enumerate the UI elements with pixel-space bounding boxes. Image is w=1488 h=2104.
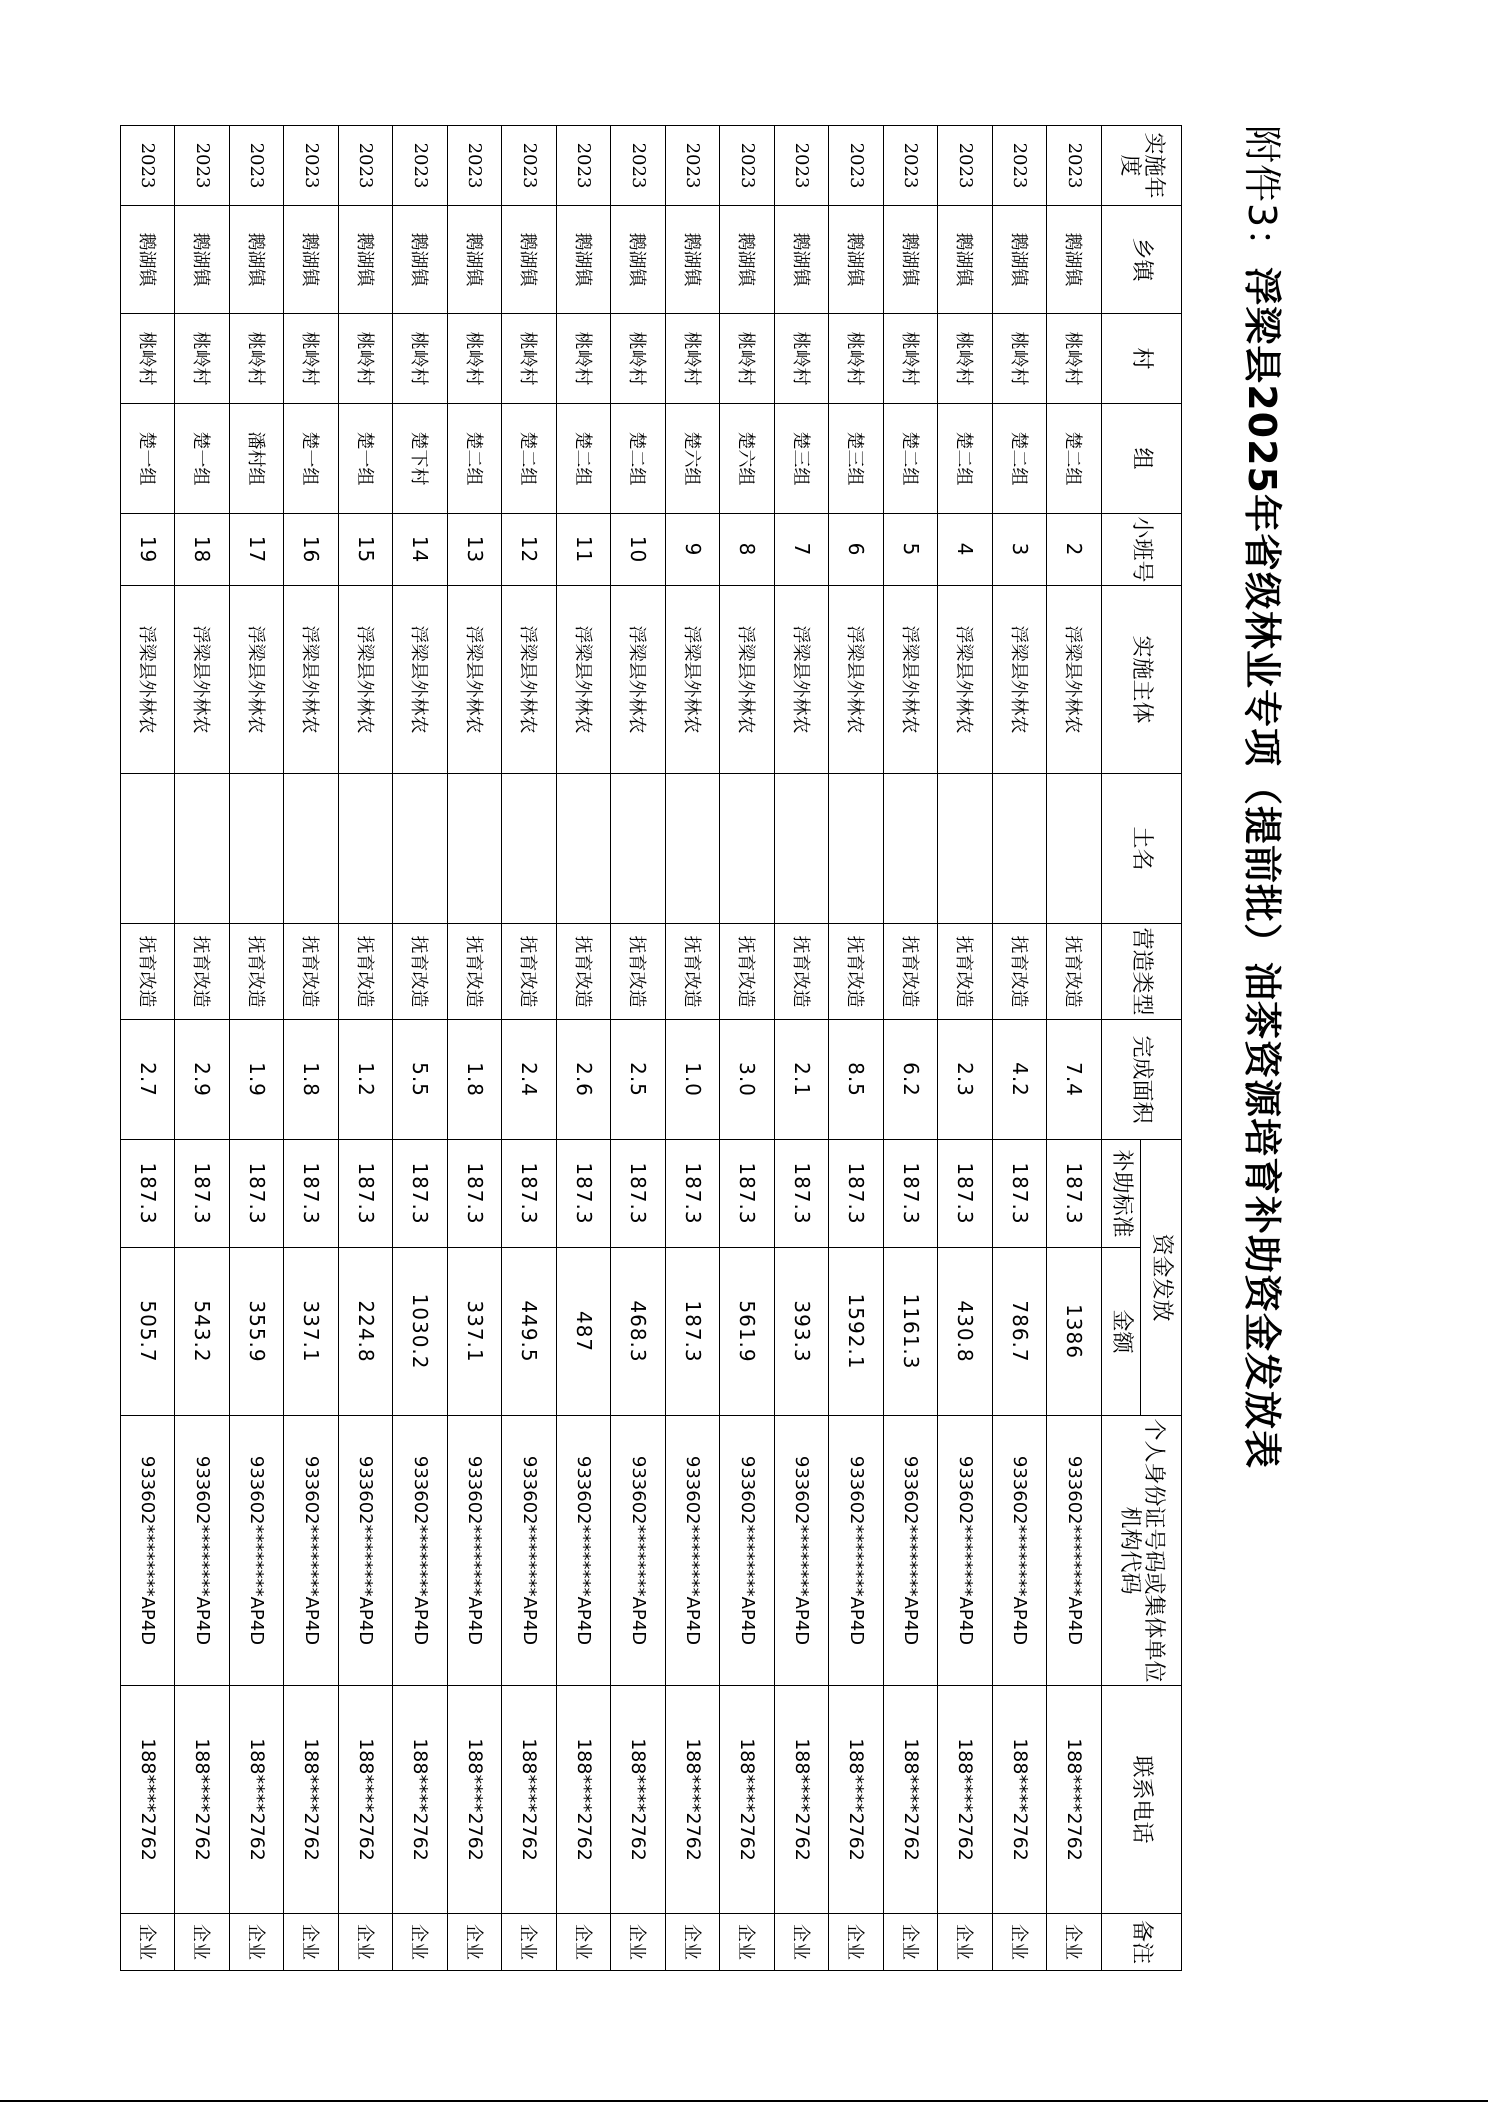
- cell-area: 1.0: [666, 1020, 721, 1140]
- table-row: [611, 126, 666, 1971]
- cell-group: 楚二组: [884, 404, 939, 514]
- cell-plot: 5: [884, 514, 939, 586]
- cell-local-name: [557, 774, 612, 924]
- cell-township: 鹅湖镇: [230, 206, 285, 314]
- cell-area: 8.5: [829, 1020, 884, 1140]
- cell-type: 抚育改造: [775, 924, 830, 1020]
- cell-group: 楚一组: [339, 404, 394, 514]
- cell-village: 桃岭村: [557, 314, 612, 404]
- cell-group: 楚六组: [720, 404, 775, 514]
- cell-type: 抚育改造: [393, 924, 448, 1020]
- cell-remark: 企业: [993, 1914, 1048, 1971]
- cell-amount: 224.8: [339, 1248, 394, 1416]
- cell-year: 2023: [121, 126, 176, 206]
- cell-remark: 企业: [938, 1914, 993, 1971]
- cell-township: 鹅湖镇: [448, 206, 503, 314]
- cell-amount: 786.7: [993, 1248, 1048, 1416]
- cell-village: 桃岭村: [1047, 314, 1102, 404]
- cell-remark: 企业: [121, 1914, 176, 1971]
- cell-remark: 企业: [393, 1914, 448, 1971]
- cell-entity: 浮梁县外林农: [884, 586, 939, 774]
- cell-standard: 187.3: [448, 1140, 503, 1248]
- cell-township: 鹅湖镇: [175, 206, 230, 314]
- cell-area: 2.7: [121, 1020, 176, 1140]
- cell-township: 鹅湖镇: [557, 206, 612, 314]
- cell-phone: 188****2762: [557, 1686, 612, 1914]
- table-row: [230, 126, 285, 1971]
- cell-year: 2023: [557, 126, 612, 206]
- cell-type: 抚育改造: [502, 924, 557, 1020]
- cell-id-code: 933602********AP4D: [121, 1416, 176, 1686]
- cell-local-name: [393, 774, 448, 924]
- table-row: [666, 126, 721, 1971]
- table-row: [284, 126, 339, 1971]
- cell-entity: 浮梁县外林农: [175, 586, 230, 774]
- cell-township: 鹅湖镇: [339, 206, 394, 314]
- cell-phone: 188****2762: [284, 1686, 339, 1914]
- cell-entity: 浮梁县外林农: [502, 586, 557, 774]
- cell-amount: 393.3: [775, 1248, 830, 1416]
- cell-entity: 浮梁县外林农: [393, 586, 448, 774]
- cell-remark: 企业: [502, 1914, 557, 1971]
- cell-plot: 15: [339, 514, 394, 586]
- cell-area: 2.1: [775, 1020, 830, 1140]
- header-group: 组: [1102, 404, 1182, 514]
- title-prefix: 附件3：: [1240, 125, 1284, 268]
- table-row: [1047, 126, 1102, 1971]
- cell-group: 楚下村: [393, 404, 448, 514]
- cell-year: 2023: [502, 126, 557, 206]
- cell-entity: 浮梁县外林农: [121, 586, 176, 774]
- cell-standard: 187.3: [284, 1140, 339, 1248]
- header-funding: 资金发放: [1141, 1140, 1182, 1416]
- cell-year: 2023: [230, 126, 285, 206]
- table-row: [829, 126, 884, 1971]
- table-row: [448, 126, 503, 1971]
- cell-group: 楚六组: [666, 404, 721, 514]
- cell-amount: 543.2: [175, 1248, 230, 1416]
- cell-id-code: 933602********AP4D: [284, 1416, 339, 1686]
- cell-type: 抚育改造: [666, 924, 721, 1020]
- header-type: 营造类型: [1102, 924, 1182, 1020]
- cell-township: 鹅湖镇: [611, 206, 666, 314]
- cell-standard: 187.3: [1047, 1140, 1102, 1248]
- cell-id-code: 933602********AP4D: [230, 1416, 285, 1686]
- cell-local-name: [720, 774, 775, 924]
- cell-remark: 企业: [1047, 1914, 1102, 1971]
- cell-id-code: 933602********AP4D: [557, 1416, 612, 1686]
- cell-phone: 188****2762: [666, 1686, 721, 1914]
- cell-area: 2.6: [557, 1020, 612, 1140]
- cell-plot: 13: [448, 514, 503, 586]
- cell-amount: 487: [557, 1248, 612, 1416]
- cell-phone: 188****2762: [938, 1686, 993, 1914]
- cell-area: 1.2: [339, 1020, 394, 1140]
- cell-village: 桃岭村: [339, 314, 394, 404]
- cell-township: 鹅湖镇: [775, 206, 830, 314]
- cell-year: 2023: [611, 126, 666, 206]
- cell-local-name: [339, 774, 394, 924]
- cell-id-code: 933602********AP4D: [938, 1416, 993, 1686]
- table-body: [121, 126, 1102, 1971]
- cell-plot: 2: [1047, 514, 1102, 586]
- header-remark: 备注: [1102, 1914, 1182, 1971]
- cell-township: 鹅湖镇: [666, 206, 721, 314]
- cell-type: 抚育改造: [175, 924, 230, 1020]
- header-village: 村: [1102, 314, 1182, 404]
- cell-standard: 187.3: [938, 1140, 993, 1248]
- cell-standard: 187.3: [611, 1140, 666, 1248]
- cell-type: 抚育改造: [339, 924, 394, 1020]
- cell-type: 抚育改造: [1047, 924, 1102, 1020]
- cell-group: 楚二组: [502, 404, 557, 514]
- cell-plot: 4: [938, 514, 993, 586]
- cell-village: 桃岭村: [284, 314, 339, 404]
- subsidy-table-wrap: [120, 125, 1182, 1970]
- header-id-code: 个人身份证号码或集体单位机构代码: [1102, 1416, 1182, 1686]
- cell-remark: 企业: [339, 1914, 394, 1971]
- cell-standard: 187.3: [884, 1140, 939, 1248]
- cell-village: 桃岭村: [775, 314, 830, 404]
- cell-standard: 187.3: [121, 1140, 176, 1248]
- cell-entity: 浮梁县外林农: [829, 586, 884, 774]
- cell-amount: 561.9: [720, 1248, 775, 1416]
- cell-plot: 9: [666, 514, 721, 586]
- cell-local-name: [611, 774, 666, 924]
- cell-local-name: [1047, 774, 1102, 924]
- cell-plot: 10: [611, 514, 666, 586]
- cell-entity: 浮梁县外林农: [993, 586, 1048, 774]
- document-title: [1212, 125, 1312, 1970]
- cell-village: 桃岭村: [611, 314, 666, 404]
- cell-standard: 187.3: [230, 1140, 285, 1248]
- header-township: 乡镇: [1102, 206, 1182, 314]
- cell-area: 3.0: [720, 1020, 775, 1140]
- header-plot: 小班号: [1102, 514, 1182, 586]
- cell-id-code: 933602********AP4D: [993, 1416, 1048, 1686]
- cell-remark: 企业: [884, 1914, 939, 1971]
- cell-type: 抚育改造: [938, 924, 993, 1020]
- cell-group: 楚二组: [557, 404, 612, 514]
- cell-area: 2.3: [938, 1020, 993, 1140]
- cell-area: 6.2: [884, 1020, 939, 1140]
- cell-remark: 企业: [557, 1914, 612, 1971]
- cell-plot: 11: [557, 514, 612, 586]
- cell-phone: 188****2762: [393, 1686, 448, 1914]
- cell-standard: 187.3: [775, 1140, 830, 1248]
- cell-standard: 187.3: [175, 1140, 230, 1248]
- cell-entity: 浮梁县外林农: [611, 586, 666, 774]
- cell-area: 1.8: [448, 1020, 503, 1140]
- cell-amount: 1030.2: [393, 1248, 448, 1416]
- table-row: [121, 126, 176, 1971]
- cell-entity: 浮梁县外林农: [720, 586, 775, 774]
- cell-year: 2023: [993, 126, 1048, 206]
- cell-area: 5.5: [393, 1020, 448, 1140]
- table-header-row: [1141, 126, 1182, 1971]
- cell-remark: 企业: [230, 1914, 285, 1971]
- cell-township: 鹅湖镇: [938, 206, 993, 314]
- cell-type: 抚育改造: [557, 924, 612, 1020]
- cell-township: 鹅湖镇: [393, 206, 448, 314]
- cell-entity: 浮梁县外林农: [666, 586, 721, 774]
- cell-plot: 16: [284, 514, 339, 586]
- cell-village: 桃岭村: [502, 314, 557, 404]
- cell-type: 抚育改造: [884, 924, 939, 1020]
- cell-phone: 188****2762: [611, 1686, 666, 1914]
- cell-township: 鹅湖镇: [720, 206, 775, 314]
- header-year: 实施年度: [1102, 126, 1182, 206]
- table-row: [720, 126, 775, 1971]
- cell-village: 桃岭村: [993, 314, 1048, 404]
- subsidy-table: [120, 125, 1182, 1971]
- cell-group: 楚三组: [775, 404, 830, 514]
- cell-group: 楚二组: [1047, 404, 1102, 514]
- cell-standard: 187.3: [720, 1140, 775, 1248]
- cell-area: 4.2: [993, 1020, 1048, 1140]
- cell-group: 楚二组: [448, 404, 503, 514]
- cell-year: 2023: [884, 126, 939, 206]
- cell-amount: 430.8: [938, 1248, 993, 1416]
- cell-village: 桃岭村: [829, 314, 884, 404]
- cell-phone: 188****2762: [175, 1686, 230, 1914]
- cell-village: 桃岭村: [666, 314, 721, 404]
- cell-village: 桃岭村: [884, 314, 939, 404]
- cell-year: 2023: [938, 126, 993, 206]
- cell-amount: 337.1: [284, 1248, 339, 1416]
- cell-phone: 188****2762: [448, 1686, 503, 1914]
- table-row: [557, 126, 612, 1971]
- cell-village: 桃岭村: [448, 314, 503, 404]
- header-standard: 补助标准: [1102, 1140, 1141, 1248]
- cell-village: 桃岭村: [121, 314, 176, 404]
- cell-plot: 12: [502, 514, 557, 586]
- cell-group: 楚一组: [284, 404, 339, 514]
- cell-entity: 浮梁县外林农: [1047, 586, 1102, 774]
- cell-area: 1.9: [230, 1020, 285, 1140]
- cell-village: 桃岭村: [175, 314, 230, 404]
- cell-amount: 187.3: [666, 1248, 721, 1416]
- cell-local-name: [448, 774, 503, 924]
- cell-type: 抚育改造: [829, 924, 884, 1020]
- table-row: [775, 126, 830, 1971]
- cell-entity: 浮梁县外林农: [938, 586, 993, 774]
- cell-remark: 企业: [720, 1914, 775, 1971]
- cell-township: 鹅湖镇: [829, 206, 884, 314]
- cell-amount: 1386: [1047, 1248, 1102, 1416]
- cell-amount: 449.5: [502, 1248, 557, 1416]
- cell-local-name: [938, 774, 993, 924]
- cell-plot: 14: [393, 514, 448, 586]
- page-bottom-rule: [0, 2100, 1488, 2102]
- cell-plot: 19: [121, 514, 176, 586]
- cell-phone: 188****2762: [775, 1686, 830, 1914]
- cell-local-name: [993, 774, 1048, 924]
- cell-id-code: 933602********AP4D: [175, 1416, 230, 1686]
- cell-local-name: [829, 774, 884, 924]
- cell-township: 鹅湖镇: [284, 206, 339, 314]
- cell-area: 2.5: [611, 1020, 666, 1140]
- cell-type: 抚育改造: [284, 924, 339, 1020]
- cell-id-code: 933602********AP4D: [339, 1416, 394, 1686]
- cell-township: 鹅湖镇: [121, 206, 176, 314]
- cell-group: 楚二组: [993, 404, 1048, 514]
- cell-id-code: 933602********AP4D: [666, 1416, 721, 1686]
- cell-entity: 浮梁县外林农: [448, 586, 503, 774]
- cell-phone: 188****2762: [230, 1686, 285, 1914]
- table-row: [938, 126, 993, 1971]
- cell-amount: 355.9: [230, 1248, 285, 1416]
- cell-phone: 188****2762: [720, 1686, 775, 1914]
- header-phone: 联系电话: [1102, 1686, 1182, 1914]
- cell-type: 抚育改造: [448, 924, 503, 1020]
- cell-group: 楚三组: [829, 404, 884, 514]
- cell-year: 2023: [775, 126, 830, 206]
- cell-year: 2023: [1047, 126, 1102, 206]
- table-row: [175, 126, 230, 1971]
- cell-local-name: [175, 774, 230, 924]
- cell-area: 7.4: [1047, 1020, 1102, 1140]
- cell-type: 抚育改造: [720, 924, 775, 1020]
- cell-group: 楚二组: [938, 404, 993, 514]
- cell-year: 2023: [284, 126, 339, 206]
- cell-local-name: [121, 774, 176, 924]
- cell-id-code: 933602********AP4D: [775, 1416, 830, 1686]
- cell-remark: 企业: [611, 1914, 666, 1971]
- cell-amount: 1161.3: [884, 1248, 939, 1416]
- cell-township: 鹅湖镇: [993, 206, 1048, 314]
- cell-phone: 188****2762: [829, 1686, 884, 1914]
- cell-type: 抚育改造: [611, 924, 666, 1020]
- cell-township: 鹅湖镇: [1047, 206, 1102, 314]
- cell-year: 2023: [175, 126, 230, 206]
- cell-local-name: [284, 774, 339, 924]
- cell-plot: 8: [720, 514, 775, 586]
- cell-year: 2023: [448, 126, 503, 206]
- cell-group: 楚一组: [121, 404, 176, 514]
- cell-id-code: 933602********AP4D: [502, 1416, 557, 1686]
- cell-amount: 468.3: [611, 1248, 666, 1416]
- cell-group: 潘村组: [230, 404, 285, 514]
- cell-type: 抚育改造: [121, 924, 176, 1020]
- cell-remark: 企业: [284, 1914, 339, 1971]
- cell-id-code: 933602********AP4D: [720, 1416, 775, 1686]
- cell-entity: 浮梁县外林农: [339, 586, 394, 774]
- table-row: [993, 126, 1048, 1971]
- cell-standard: 187.3: [993, 1140, 1048, 1248]
- cell-id-code: 933602********AP4D: [884, 1416, 939, 1686]
- cell-year: 2023: [829, 126, 884, 206]
- cell-standard: 187.3: [339, 1140, 394, 1248]
- cell-group: 楚二组: [611, 404, 666, 514]
- cell-entity: 浮梁县外林农: [557, 586, 612, 774]
- cell-standard: 187.3: [829, 1140, 884, 1248]
- title-main: 浮梁县2025年省级林业专项（提前批）油茶资源培育补助资金发放表: [1240, 267, 1284, 1469]
- cell-village: 桃岭村: [393, 314, 448, 404]
- cell-township: 鹅湖镇: [884, 206, 939, 314]
- rotated-page: [52, 125, 1312, 1970]
- cell-standard: 187.3: [393, 1140, 448, 1248]
- cell-phone: 188****2762: [121, 1686, 176, 1914]
- cell-type: 抚育改造: [993, 924, 1048, 1020]
- cell-area: 1.8: [284, 1020, 339, 1140]
- cell-area: 2.9: [175, 1020, 230, 1140]
- cell-plot: 17: [230, 514, 285, 586]
- cell-village: 桃岭村: [720, 314, 775, 404]
- header-local-name: 土名: [1102, 774, 1182, 924]
- cell-entity: 浮梁县外林农: [230, 586, 285, 774]
- cell-amount: 1592.1: [829, 1248, 884, 1416]
- cell-township: 鹅湖镇: [502, 206, 557, 314]
- table-row: [502, 126, 557, 1971]
- cell-plot: 3: [993, 514, 1048, 586]
- cell-year: 2023: [666, 126, 721, 206]
- cell-id-code: 933602********AP4D: [829, 1416, 884, 1686]
- cell-standard: 187.3: [666, 1140, 721, 1248]
- cell-entity: 浮梁县外林农: [775, 586, 830, 774]
- cell-phone: 188****2762: [884, 1686, 939, 1914]
- header-entity: 实施主体: [1102, 586, 1182, 774]
- cell-plot: 7: [775, 514, 830, 586]
- cell-plot: 6: [829, 514, 884, 586]
- cell-local-name: [666, 774, 721, 924]
- header-area: 完成面积: [1102, 1020, 1182, 1140]
- table-row: [884, 126, 939, 1971]
- cell-id-code: 933602********AP4D: [1047, 1416, 1102, 1686]
- cell-local-name: [884, 774, 939, 924]
- cell-id-code: 933602********AP4D: [448, 1416, 503, 1686]
- cell-remark: 企业: [829, 1914, 884, 1971]
- cell-remark: 企业: [448, 1914, 503, 1971]
- cell-type: 抚育改造: [230, 924, 285, 1020]
- cell-area: 2.4: [502, 1020, 557, 1140]
- cell-group: 楚一组: [175, 404, 230, 514]
- cell-entity: 浮梁县外林农: [284, 586, 339, 774]
- cell-id-code: 933602********AP4D: [611, 1416, 666, 1686]
- cell-village: 桃岭村: [938, 314, 993, 404]
- cell-remark: 企业: [666, 1914, 721, 1971]
- cell-local-name: [230, 774, 285, 924]
- cell-plot: 18: [175, 514, 230, 586]
- cell-village: 桃岭村: [230, 314, 285, 404]
- cell-standard: 187.3: [557, 1140, 612, 1248]
- cell-local-name: [775, 774, 830, 924]
- cell-local-name: [502, 774, 557, 924]
- cell-year: 2023: [720, 126, 775, 206]
- cell-amount: 505.7: [121, 1248, 176, 1416]
- cell-standard: 187.3: [502, 1140, 557, 1248]
- cell-year: 2023: [339, 126, 394, 206]
- cell-id-code: 933602********AP4D: [393, 1416, 448, 1686]
- cell-remark: 企业: [175, 1914, 230, 1971]
- cell-year: 2023: [393, 126, 448, 206]
- cell-remark: 企业: [775, 1914, 830, 1971]
- cell-phone: 188****2762: [502, 1686, 557, 1914]
- cell-phone: 188****2762: [339, 1686, 394, 1914]
- table-row: [339, 126, 394, 1971]
- cell-amount: 337.1: [448, 1248, 503, 1416]
- header-amount: 金额: [1102, 1248, 1141, 1416]
- cell-phone: 188****2762: [993, 1686, 1048, 1914]
- table-row: [393, 126, 448, 1971]
- cell-phone: 188****2762: [1047, 1686, 1102, 1914]
